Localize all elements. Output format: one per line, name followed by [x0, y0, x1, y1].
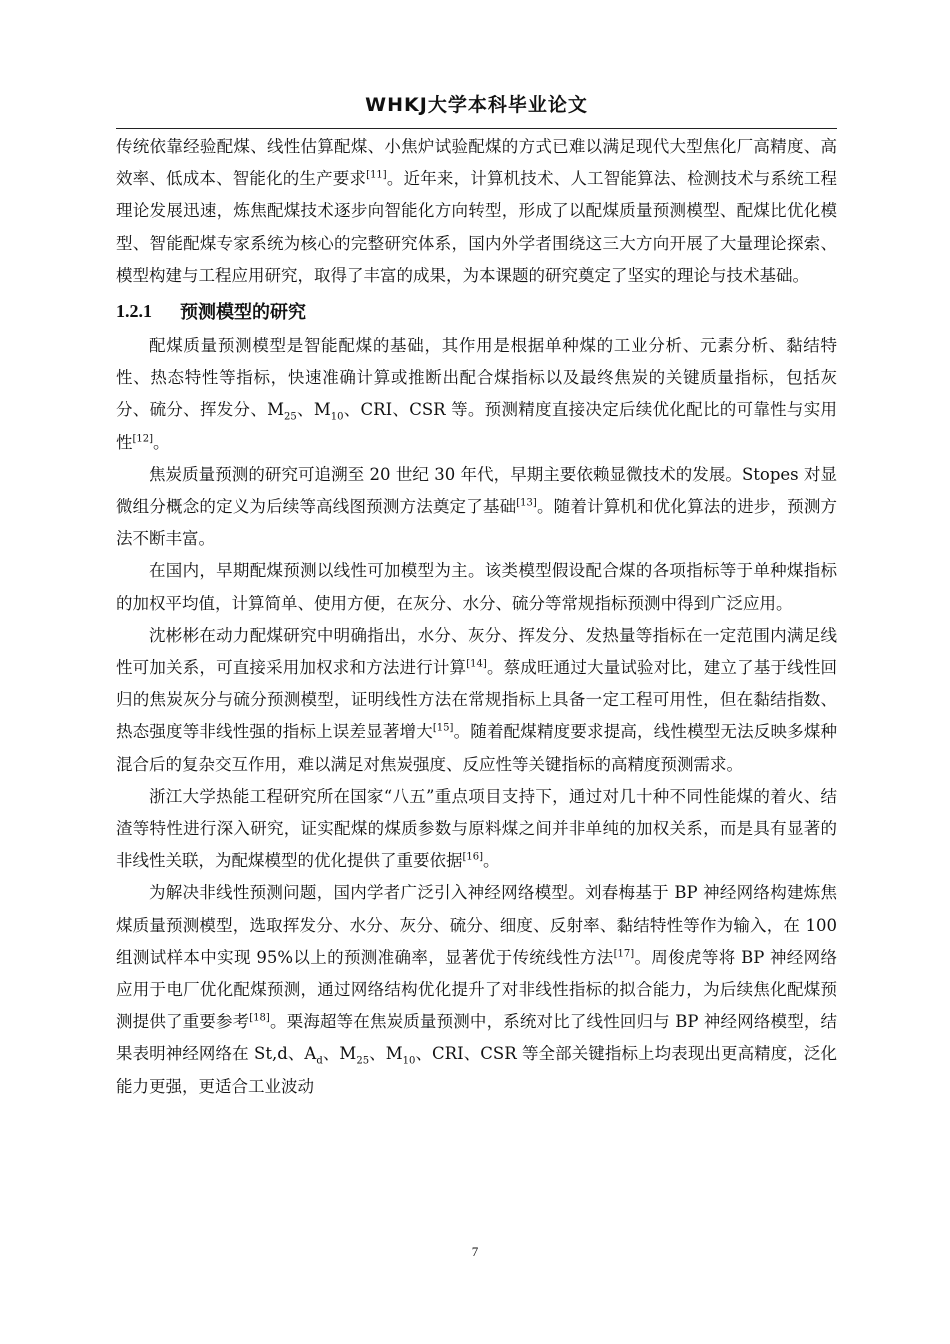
body-paragraph [116, 459, 837, 556]
citation-ref: [16] [462, 851, 484, 863]
paragraph-text: 、CRI、CSR 等。预测精度直接决定后续优化配比的可靠性与实用性 [116, 400, 837, 452]
paragraph-text: 。 [153, 432, 170, 452]
paragraph-text: 。近年来，计算机技术、人工智能算法、检测技术与系统工程理论发展迅速，炼焦配煤技术逐步向智能化方向转型，形成了以配煤质量预测模型、配煤比优化模型、智能配煤专家系统为核心的完整研究体系，国内外学者围绕这三大方向开展了大量理论探索、模型构建与工程应用研究，取得了丰富的成果，为本课题的研究奠定了坚实的理论与技术基础。 [116, 169, 838, 285]
paragraph-text: 传统依靠经验配煤、线性估算配煤、小焦炉试验配煤的方式已难以满足现代大型焦化厂高精度、高效率、低成本、智能化的生产要求 [116, 137, 837, 189]
page-header [116, 92, 837, 129]
intro-paragraph [116, 131, 837, 292]
paragraph-text: 焦炭质量预测的研究可追溯至 20 世纪 30 年代，早期主要依赖显微技术的发展。Stopes 对显微组分概念的定义为后续等高线图预测方法奠定了基础 [116, 464, 837, 517]
body-paragraph [116, 877, 837, 1102]
section-heading [116, 292, 837, 330]
citation-ref: [17] [613, 948, 635, 960]
citation-ref: [14] [466, 658, 487, 670]
subscript-text: 25 [284, 411, 297, 423]
subscript-text: 10 [402, 1055, 416, 1067]
paragraph-text: 。 [483, 851, 500, 871]
subscript-text: 25 [356, 1055, 370, 1067]
paragraph-text: 为解决非线性预测问题，国内学者广泛引入神经网络模型。刘春梅基于 BP 神经网络构建炼焦煤质量预测模型，选取挥发分、水分、灰分、硫分、细度、反射率、黏结特性等作为输入，在 100 组测试样本中实现 95%以上的预测准确率，显著优于传统线性方法 [116, 883, 837, 967]
subscript-text: 10 [330, 411, 344, 423]
paragraph-text: 在国内，早期配煤预测以线性可加模型为主。该类模型假设配合煤的各项指标等于单种煤指标的加权平均值，计算简单、使用方便，在灰分、水分、硫分等常规指标预测中得到广泛应用。 [116, 561, 837, 613]
citation-ref: [18] [249, 1012, 270, 1024]
paragraph-text: 沈彬彬在动力配煤研究中明确指出，水分、灰分、挥发分、发热量等指标在一定范围内满足线性可加关系，可直接采用加权求和方法进行计算 [116, 625, 837, 678]
section-number: 1.2.1 [116, 300, 152, 321]
paragraph-text: 。随着配煤精度要求提高，线性模型无法反映多煤种混合后的复杂交互作用，难以满足对焦炭强度、反应性等关键指标的高精度预测需求。 [116, 722, 838, 774]
page-number: 7 [471, 1244, 479, 1259]
section-title: 预测模型的研究 [180, 302, 306, 324]
header-title: WHKJ大学本科毕业论文 [365, 94, 588, 116]
citation-ref: [15] [432, 722, 454, 734]
paragraph-text: 、M [322, 1044, 357, 1064]
paragraph-text: 。随着计算机和优化算法的进步，预测方法不断丰富。 [116, 497, 838, 549]
subscript-text: d [316, 1055, 323, 1067]
body-paragraph [116, 555, 837, 619]
body-paragraph [116, 781, 837, 878]
paragraph-text: 、M [369, 1044, 403, 1064]
body-paragraph [116, 330, 837, 459]
paragraph-text: 浙江大学热能工程研究所在国家“八五”重点项目支持下，通过对几十种不同性能煤的着火、结渣等特性进行深入研究，证实配煤的煤质参数与原料煤之间并非单纯的加权关系，而是具有显著的非线性关联，为配煤模型的优化提供了重要依据 [116, 786, 837, 871]
paragraph-text: 配煤质量预测模型是智能配煤的基础，其作用是根据单种煤的工业分析、元素分析、黏结特性、热态特性等指标，快速准确计算或推断出配合煤指标以及最终焦炭的关键质量指标，包括灰分、硫分、挥发分、M [116, 336, 837, 420]
citation-ref: [13] [516, 497, 537, 509]
citation-ref: [11] [366, 169, 387, 181]
document-body [116, 131, 837, 1103]
body-paragraph [116, 620, 837, 781]
paragraph-text: 、CRI、CSR 等全部关键指标上均表现出更高精度，泛化能力更强，更适合工业波动 [116, 1044, 837, 1096]
paragraph-text: 。蔡成旺通过大量试验对比，建立了基于线性回归的焦炭灰分与硫分预测模型，证明线性方法在常规指标上具备一定工程可用性，但在黏结指数、热态强度等非线性强的指标上误差显著增大 [116, 658, 838, 742]
citation-ref: [12] [132, 433, 154, 445]
paragraph-text: 。栗海超等在焦炭质量预测中，系统对比了线性回归与 BP 神经网络模型，结果表明神经网络在 St,d、A [116, 1012, 838, 1064]
paragraph-text: 。周俊虎等将 BP 神经网络应用于电厂优化配煤预测，通过网络结构优化提升了对非线性指标的拟合能力，为后续焦化配煤预测提供了重要参考 [116, 947, 838, 1032]
paragraph-text: 、M [296, 400, 331, 420]
